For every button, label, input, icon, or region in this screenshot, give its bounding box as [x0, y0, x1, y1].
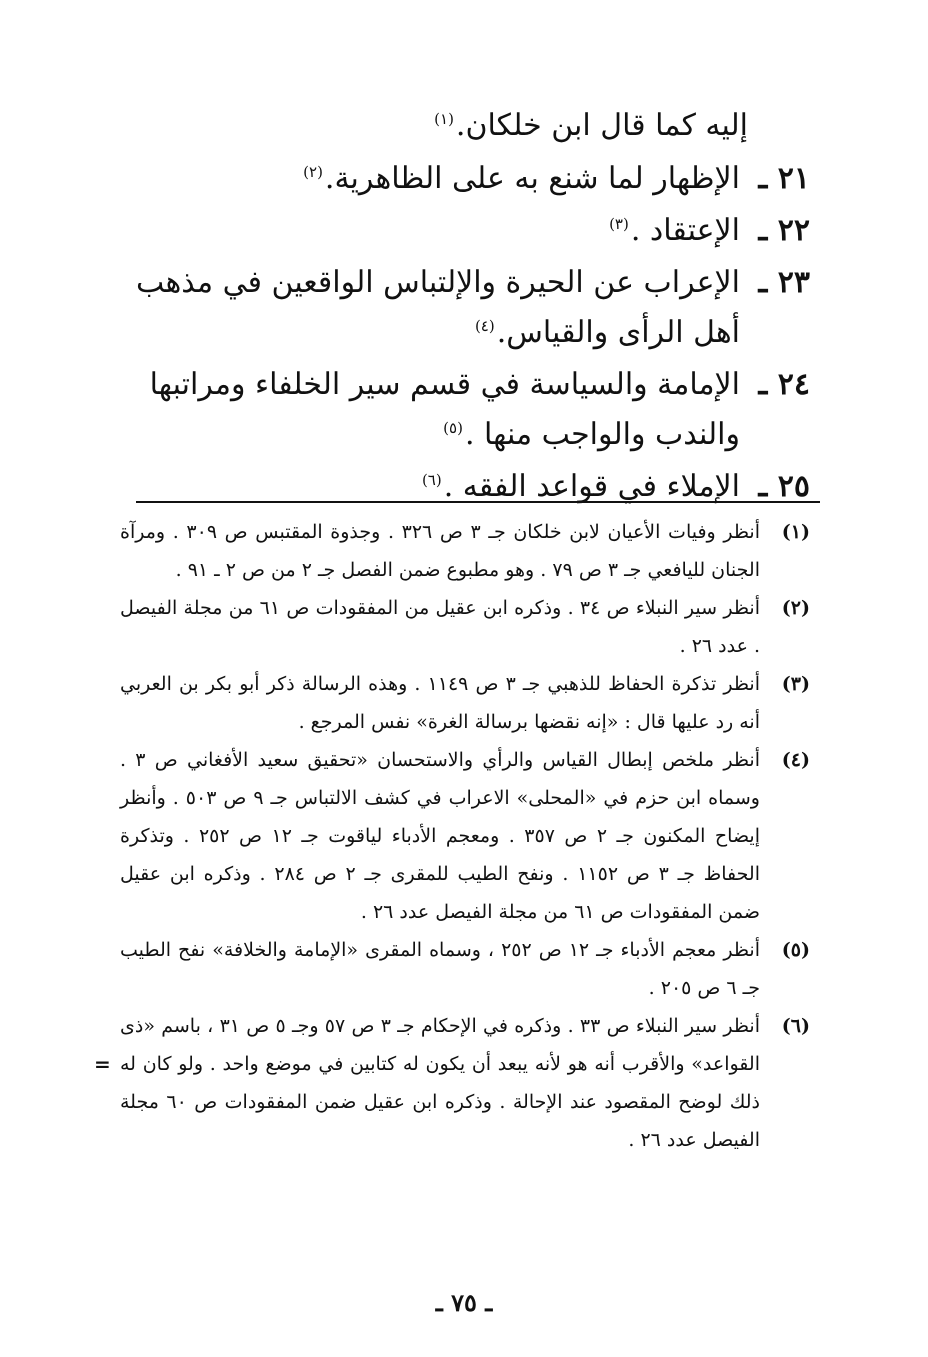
footnote-number: (٦) — [781, 1015, 810, 1037]
item-title: الإعراب عن الحيرة والإلتباس الواقعين في مذهب أهل الرأى والقياس. — [136, 265, 740, 350]
footnote-separator — [136, 501, 820, 503]
footnote-ref: (١) — [434, 110, 454, 128]
footnote-number: (١) — [781, 521, 810, 543]
item-title: الإظهار لما شنع به على الظاهرية. — [324, 161, 740, 196]
footnote-text: أنظر سير النبلاء ص ٣٣ . وذكره في الإحكام جـ ٣ ص ٥٧ وجـ ٥ ص ٣١ ، باسم «ذى القواعد» والأقرب أنه هو لأنه يبعد أن يكون له كتابين في موضع واحد . ولو كان له ذلك لوضح المقصود عند الإحالة . وذكره ابن عقيل ضمن المفقودات ص ٦٠ مجلة الفيصل عدد ٢٦ . — [120, 1015, 760, 1151]
footnote — [120, 665, 810, 741]
item-title: الإمامة والسياسة في قسم سير الخلفاء ومراتبها والندب والواجب منها . — [149, 367, 740, 452]
item-number: ٢٣ ـ — [758, 265, 810, 300]
list-item — [120, 258, 810, 358]
list-item — [120, 154, 810, 204]
item-number: ٢٥ ـ — [758, 469, 810, 504]
footnotes — [94, 513, 810, 1159]
footnote-number: (٤) — [781, 749, 810, 771]
item-number: ٢١ ـ — [758, 161, 810, 196]
list-item — [120, 206, 810, 256]
continuation-mark: = — [94, 1052, 111, 1076]
continuation-text: إليه كما قال ابن خلكان. — [455, 108, 748, 143]
footnote-text: أنظر تذكرة الحفاظ للذهبي جـ ٣ ص ١١٤٩ . وهذه الرسالة ذكر أبو بكر بن العربي أنه رد عليها قال : «إنه نقضها برسالة الغرة» نفس المرجع . — [120, 673, 760, 733]
footnote-text: أنظر سير النبلاء ص ٣٤ . وذكره ابن عقيل من المفقودات ص ٦١ من مجلة الفيصل . عدد ٢٦ . — [120, 597, 760, 657]
continuation-line — [120, 100, 810, 152]
footnote-number: (٣) — [781, 673, 810, 695]
footnote-ref: (٥) — [443, 419, 463, 437]
list-item — [120, 462, 810, 512]
page-number: ـ ٧٥ ـ — [435, 1288, 493, 1317]
footnote-ref: (٢) — [303, 163, 323, 181]
footnote — [120, 741, 810, 931]
footnote-ref: (٦) — [421, 471, 442, 489]
footnote-text: أنظر ملخص إبطال القياس والرأي والاستحسان «تحقيق سعيد الأفغاني ص ٣ . وسماه ابن حزم في «المحلى» الاعراب في كشف الالتباس جـ ٩ ص ٥٠٣ . وأنظر إيضاح المكنون جـ ٢ ص ٣٥٧ . ومعجم الأدباء لياقوت جـ ١٢ ص ٢٥٢ . وتذكرة الحفاظ جـ ٣ ص ١١٥٢ . ونفح الطيب للمقرى جـ ٢ ص ٢٨٤ . وذكره ابن عقيل ضمن المفقودات ص ٦١ من مجلة الفيصل عدد ٢٦ . — [120, 749, 760, 923]
footnote-number: (٥) — [781, 939, 810, 961]
footnote-number: (٢) — [781, 597, 810, 619]
item-number: ٢٤ ـ — [758, 367, 810, 402]
footnote-text: أنظر وفيات الأعيان لابن خلكان جـ ٣ ص ٣٢٦ . وجذوة المقتبس ص ٣٠٩ . ومرآة الجنان لليافعي جـ ٣ ص ٧٩ . وهو مطبوع ضمن الفصل جـ ٢ من ص ٢ ـ ٩١ . — [120, 521, 760, 581]
item-title: الإملاء في قواعد الفقه . — [443, 469, 740, 504]
main-text — [120, 100, 810, 512]
footnote — [94, 1007, 810, 1159]
footnote-text: أنظر معجم الأدباء جـ ١٢ ص ٢٥٢ ، وسماه المقرى «الإمامة والخلافة» نفح الطيب جـ ٦ ص ٢٠٥ . — [120, 939, 760, 999]
footnote — [120, 513, 810, 589]
item-title: الإعتقاد . — [630, 213, 740, 248]
footnote-ref: (٣) — [609, 215, 629, 233]
footnote — [120, 931, 810, 1007]
footnote — [120, 589, 810, 665]
footnote-ref: (٤) — [474, 317, 495, 335]
list-item — [120, 360, 810, 460]
item-number: ٢٢ ـ — [758, 213, 810, 248]
